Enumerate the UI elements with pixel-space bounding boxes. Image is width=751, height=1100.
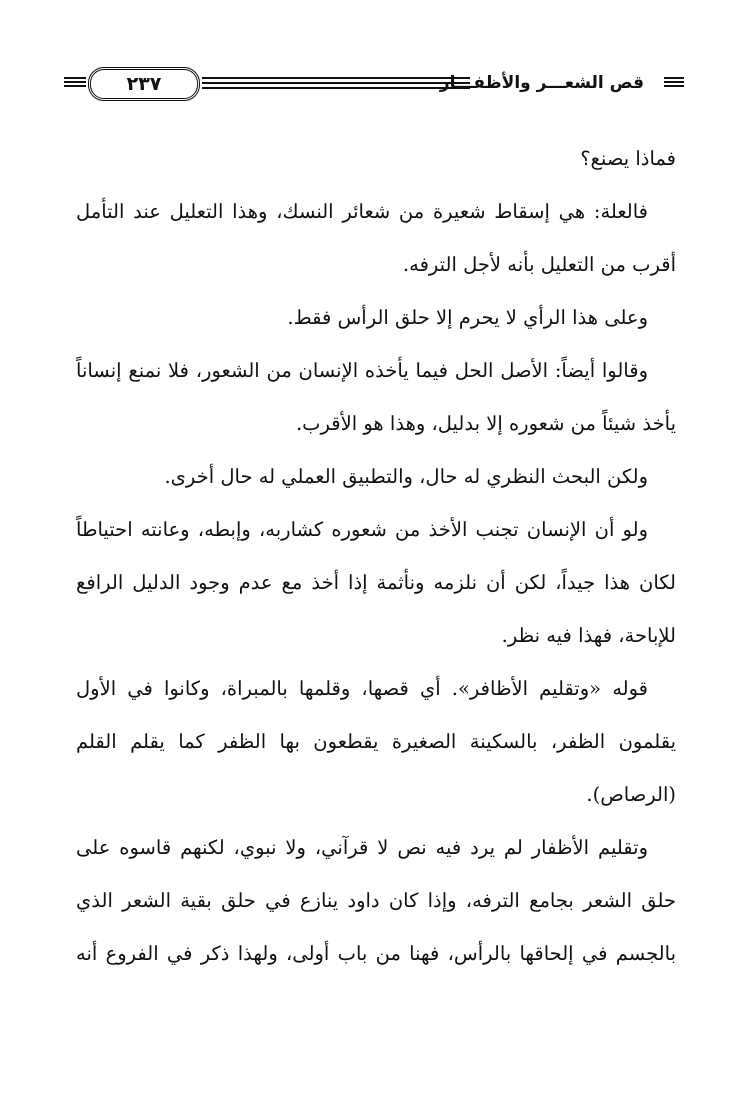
page-header: [64, 66, 684, 104]
paragraph: قوله «وتقليم الأظافر». أي قصها، وقلمها بالمبراة، وكانوا في الأول يقلمون الظفر، بالسكينة الصغيرة يقطعون بها الظفر كما يقلم القلم (الرصاص).: [76, 677, 676, 806]
paragraph: فالعلة: هي إسقاط شعيرة من شعائر النسك، وهذا التعليل عند التأمل أقرب من التعليل بأنه لأجل الترفه.: [76, 200, 676, 276]
header-ornament-left: [64, 77, 86, 91]
paragraph: ولو أن الإنسان تجنب الأخذ من شعوره كشاربه، وإبطه، وعانته احتياطاً لكان هذا جيداً، لكن أن نلزمه ونأثمة إذا أخذ مع عدم وجود الدليل الرافع للإباحة، فهذا فيه نظر.: [76, 518, 676, 647]
paragraph: ولكن البحث النظري له حال، والتطبيق العملي له حال أخرى.: [164, 465, 648, 488]
paragraph: فماذا يصنع؟: [580, 147, 676, 170]
paragraph: وتقليم الأظفار لم يرد فيه نص لا قرآني، ولا نبوي، لكنهم قاسوه على حلق الشعر بجامع الترفه، وإذا كان داود ينازع في حلق بقية الشعر الذي بالجسم في إلحاقها بالرأس، فهنا من باب أولى، ولهذا ذكر في الفروع أنه: [76, 836, 676, 965]
page-number: ٢٣٧: [88, 67, 200, 101]
paragraph: وعلى هذا الرأي لا يحرم إلا حلق الرأس فقط.: [287, 306, 648, 329]
paragraph: وقالوا أيضاً: الأصل الحل فيما يأخذه الإنسان من الشعور، فلا نمنع إنساناً يأخذ شيئاً من شعوره إلا بدليل، وهذا هو الأقرب.: [76, 359, 676, 435]
header-ornament-right: [664, 77, 684, 91]
page-body: [76, 132, 676, 980]
running-title: قص الشعـــر والأظفـــار: [439, 73, 644, 93]
header-rule: [202, 77, 470, 89]
